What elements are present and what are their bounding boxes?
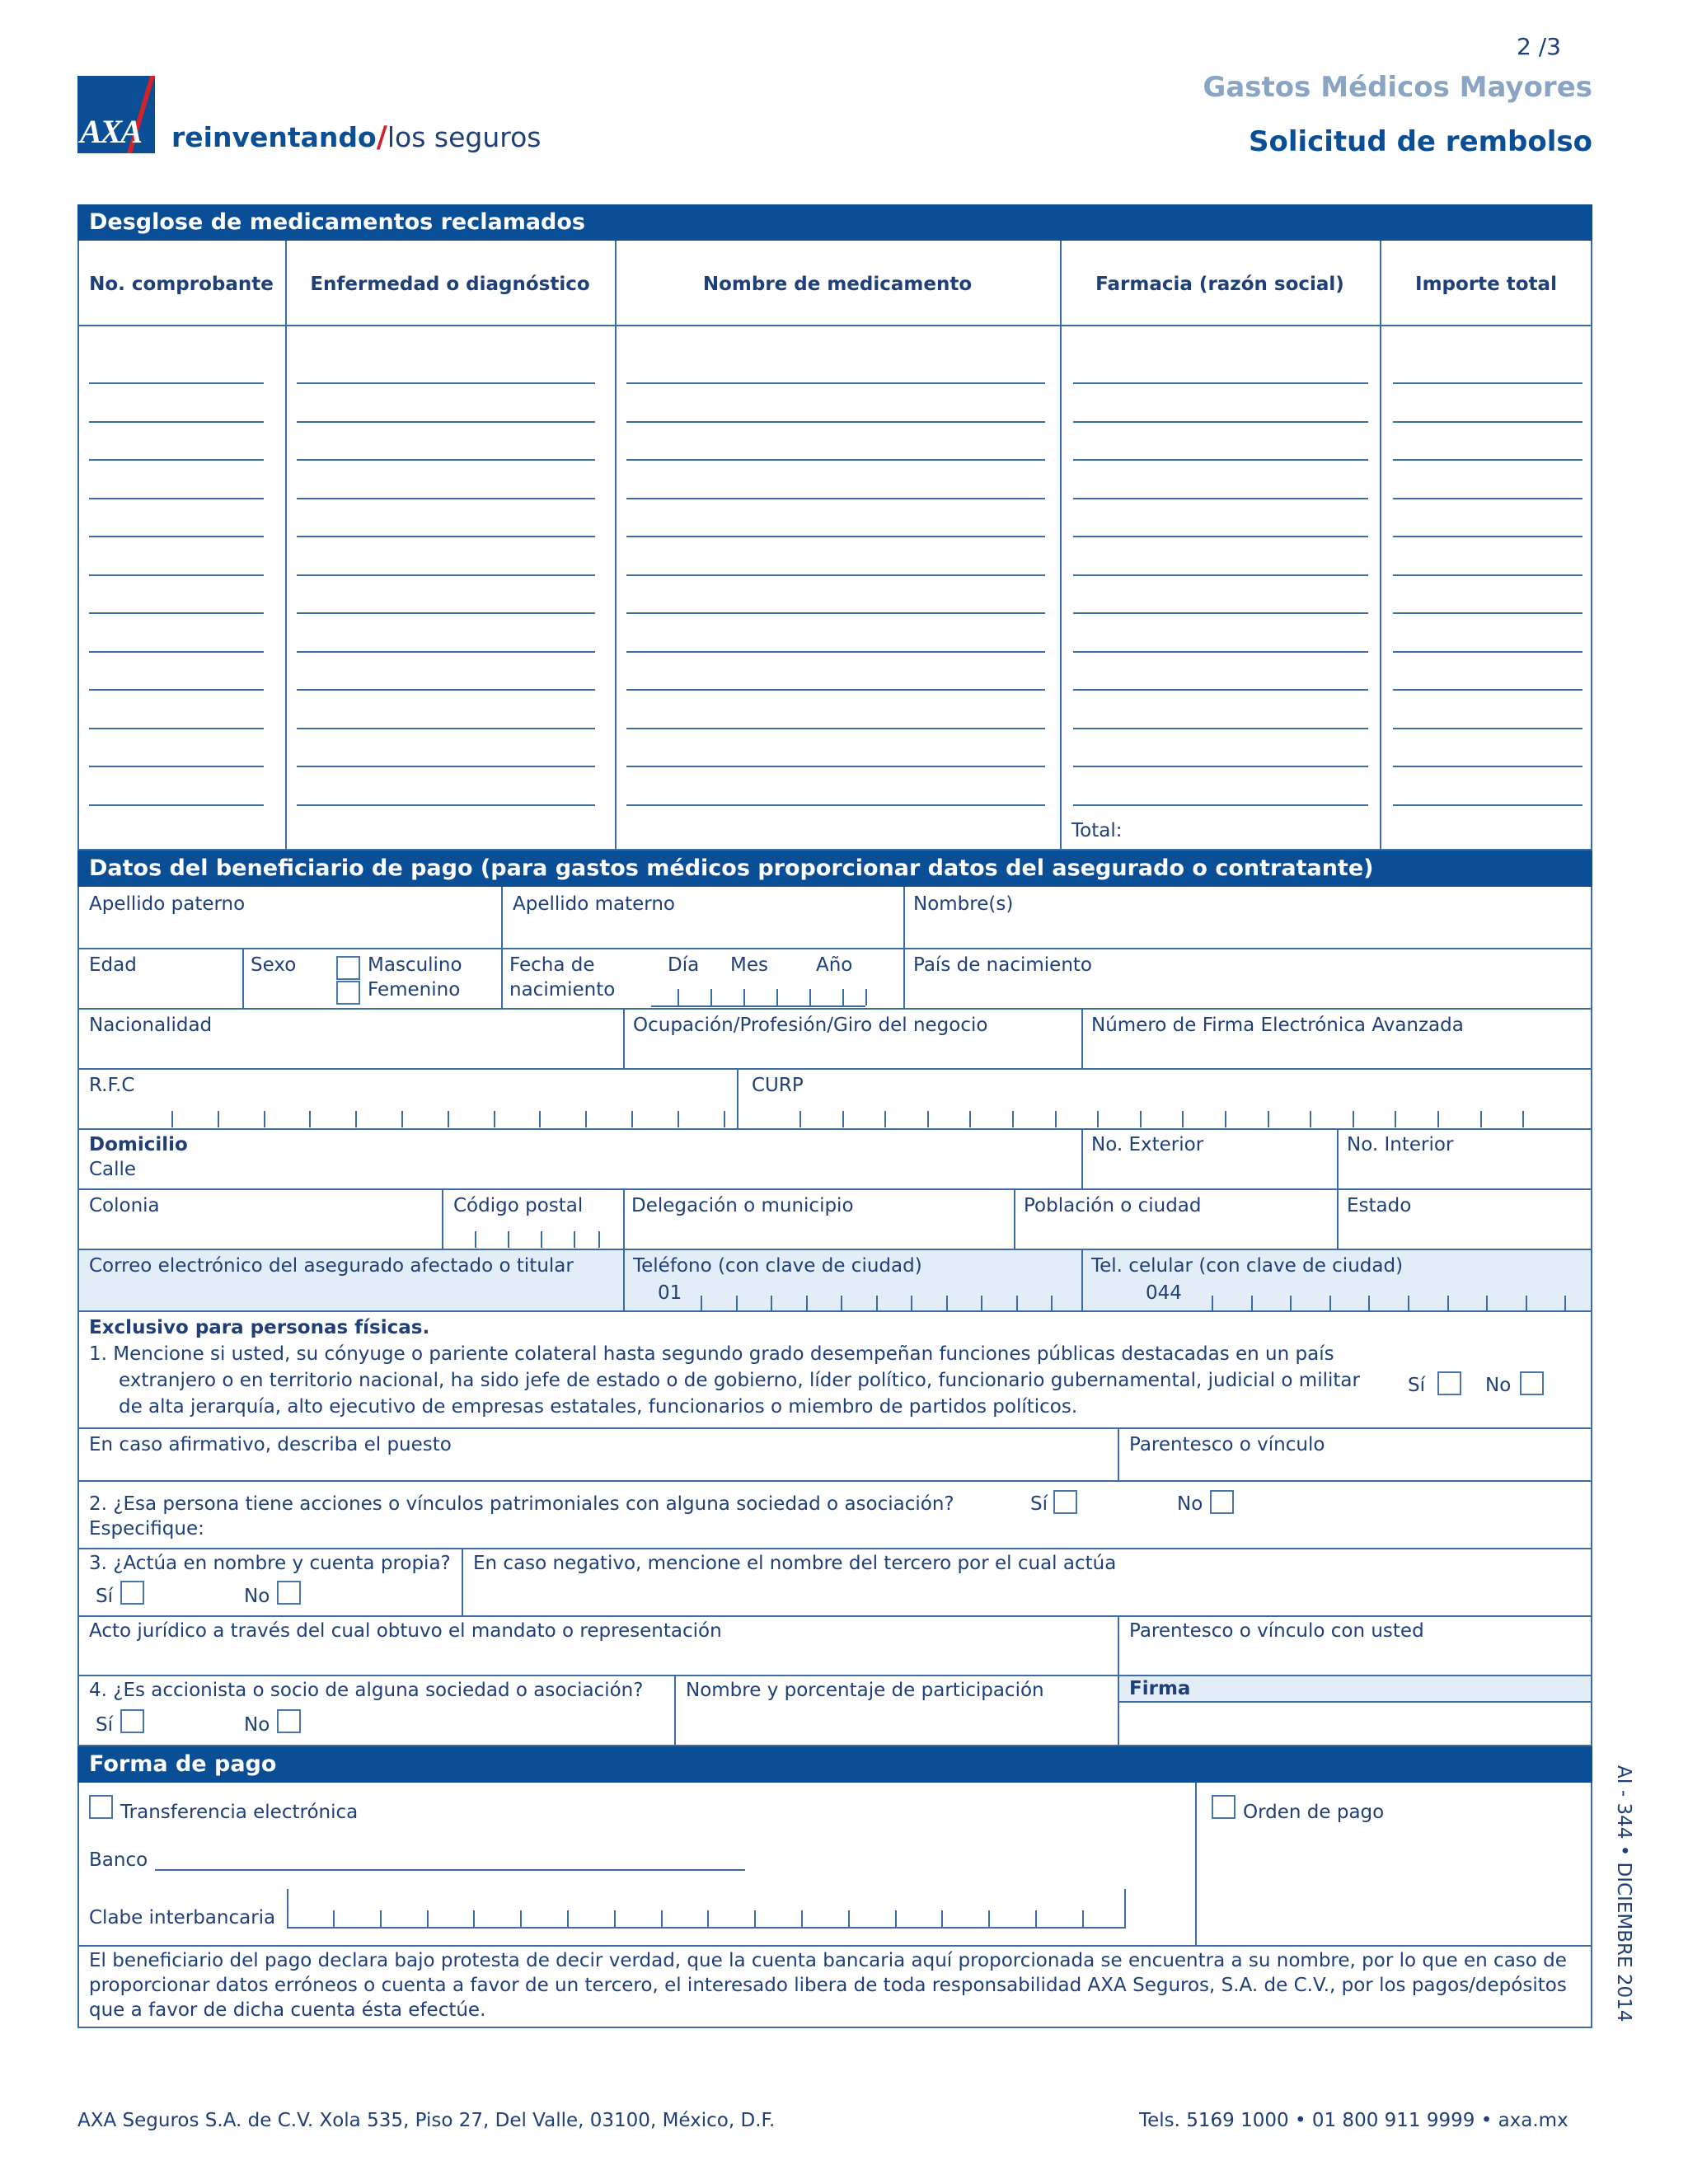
row-divider — [77, 1427, 1592, 1429]
medicamento-entry-line[interactable] — [626, 574, 1045, 576]
segment-tick — [941, 1910, 943, 1927]
nombre-porcentaje-field[interactable]: Nombre y porcentaje de participación — [686, 1680, 1044, 1701]
segment-tick — [539, 1111, 541, 1127]
segment-tick — [1480, 1111, 1482, 1127]
telefono-field[interactable] — [692, 1292, 1047, 1310]
clabe-label: Clabe interbancaria — [89, 1907, 276, 1929]
medicamento-entry-line[interactable] — [626, 651, 1045, 653]
segment-tick — [911, 1296, 912, 1312]
medicamento-entry-line[interactable] — [89, 804, 264, 806]
segment-tick — [448, 1111, 449, 1127]
segment-tick — [567, 1910, 569, 1927]
segment-tick — [895, 1910, 897, 1927]
form-title: Solicitud de rembolso — [1248, 125, 1592, 158]
medicamento-entry-line[interactable] — [1393, 421, 1582, 423]
table-header-divider — [77, 325, 1592, 326]
q1-line2: extranjero o en territorio nacional, ha sido jefe de estado o de gobierno, líder político, funcionario gubernamental, judicial o militar — [119, 1370, 1360, 1391]
segment-tick — [585, 1111, 587, 1127]
segment-tick — [1182, 1111, 1184, 1127]
segment-tick — [264, 1111, 265, 1127]
segment-tick — [841, 1296, 842, 1312]
medicamento-entry-line[interactable] — [1393, 459, 1582, 461]
q4-si-checkbox[interactable] — [120, 1709, 144, 1733]
segment-tick — [1353, 1111, 1354, 1127]
row-divider — [77, 1615, 1592, 1617]
q1-line3: de alta jerarquía, alto ejecutivo de empresas estatales, funcionarios o miembro de partidos políticos. — [119, 1396, 1078, 1418]
segment-tick — [1051, 1296, 1053, 1312]
no-interior-field[interactable]: No. Interior — [1347, 1134, 1454, 1155]
dia-label: Día — [668, 954, 700, 976]
q2-si-label: Sí — [1030, 1493, 1048, 1515]
medicamento-entry-line[interactable] — [1393, 612, 1582, 614]
medicamento-entry-line[interactable] — [1073, 574, 1368, 576]
sexo-label: Sexo — [251, 954, 297, 976]
mes-label: Mes — [730, 954, 768, 976]
q4-no-checkbox[interactable] — [277, 1709, 301, 1733]
medicamento-entry-line[interactable] — [1073, 689, 1368, 691]
segment-tick — [1268, 1111, 1269, 1127]
segment-tick — [842, 989, 844, 1005]
firma-label: Firma — [1129, 1678, 1191, 1699]
masculino-label: Masculino — [368, 954, 462, 976]
curp-label: CURP — [752, 1075, 804, 1096]
medicamento-entry-line[interactable] — [297, 574, 595, 576]
medicamento-entry-line[interactable] — [89, 612, 264, 614]
segment-tick — [771, 1296, 772, 1312]
segment-tick — [754, 1910, 756, 1927]
segment-tick — [969, 1111, 971, 1127]
table-col-divider — [615, 241, 617, 851]
medicamento-entry-line[interactable] — [1393, 536, 1582, 537]
medicamento-entry-line[interactable] — [297, 804, 595, 806]
segment-tick — [380, 1910, 382, 1927]
no-exterior-field[interactable]: No. Exterior — [1091, 1134, 1204, 1155]
medicamento-entry-line[interactable] — [1073, 766, 1368, 767]
row-divider — [77, 1548, 1592, 1549]
medicamento-entry-line[interactable] — [89, 651, 264, 653]
q3-si-checkbox[interactable] — [120, 1581, 144, 1605]
medicamento-entry-line[interactable] — [626, 766, 1045, 767]
q1-line1: 1. Mencione si usted, su cónyuge o pariente colateral hasta segundo grado desempeñan funciones públicas destacadas en un país — [89, 1343, 1334, 1365]
apellido-paterno-field[interactable]: Apellido paterno — [89, 893, 246, 915]
poblacion-field[interactable]: Población o ciudad — [1024, 1195, 1202, 1216]
q3-text: 3. ¿Actúa en nombre y cuenta propia? — [89, 1553, 451, 1574]
table-col-divider — [1380, 241, 1381, 851]
segment-tick — [508, 1231, 509, 1248]
segment-tick — [1564, 1296, 1566, 1312]
segment-tick — [927, 1111, 929, 1127]
col-header-medicamento: Nombre de medicamento — [702, 274, 973, 295]
medicamento-entry-line[interactable] — [1393, 766, 1582, 767]
page-number: 2 /3 — [1517, 33, 1561, 60]
segment-tick — [710, 989, 712, 1005]
calle-field[interactable]: Calle — [89, 1159, 137, 1180]
orden-pago-checkbox[interactable] — [1212, 1795, 1236, 1819]
medicamento-entry-line[interactable] — [297, 651, 595, 653]
segment-tick — [701, 1296, 702, 1312]
segment-tick — [1251, 1296, 1253, 1312]
table-col-divider — [285, 241, 287, 851]
fecha-nacimiento-field[interactable] — [651, 1005, 865, 1007]
segment-tick — [1310, 1111, 1311, 1127]
femenino-checkbox[interactable] — [336, 981, 360, 1005]
parentesco-field[interactable]: Parentesco o vínculo — [1129, 1434, 1325, 1455]
medicamento-entry-line[interactable] — [1393, 689, 1582, 691]
celular-field[interactable] — [1187, 1292, 1566, 1310]
section-beneficiario-title: Datos del beneficiario de pago (para gastos médicos proporcionar datos del asegurado o contratante) — [77, 851, 1592, 887]
medicamento-entry-line[interactable] — [297, 421, 595, 423]
col-header-importe: Importe total — [1415, 274, 1557, 295]
medicamento-entry-line[interactable] — [89, 421, 264, 423]
medicamento-entry-line[interactable] — [89, 382, 264, 384]
medicamento-entry-line[interactable] — [89, 536, 264, 537]
declaracion-line3: que a favor de dicha cuenta ésta efectúe. — [89, 1999, 486, 2021]
row-divider — [77, 1128, 1592, 1130]
firma-electronica-field[interactable]: Número de Firma Electrónica Avanzada — [1091, 1015, 1464, 1036]
edad-field[interactable]: Edad — [89, 954, 137, 976]
declaracion-line2: proporcionar datos erróneos o cuenta a favor de un tercero, el interesado libera de toda responsabilidad AXA Seguros, S.A. de C.V., por los pagos/depósitos — [89, 1975, 1567, 1996]
medicamento-entry-line[interactable] — [626, 536, 1045, 537]
medicamento-entry-line[interactable] — [1393, 574, 1582, 576]
medicamento-entry-line[interactable] — [297, 612, 595, 614]
fecha-nacimiento-label-2: nacimiento — [509, 979, 616, 1001]
segment-tick — [776, 989, 778, 1005]
row-divider — [77, 1068, 1592, 1070]
q3-no-label: No — [244, 1586, 270, 1607]
domicilio-label: Domicilio — [89, 1134, 188, 1155]
correo-field[interactable]: Correo electrónico del asegurado afectado o titular — [89, 1255, 574, 1277]
anio-label: Año — [816, 954, 853, 976]
segment-tick — [1290, 1296, 1292, 1312]
section-medicamentos-title: Desglose de medicamentos reclamados — [77, 204, 1592, 241]
segment-tick — [171, 1111, 173, 1127]
segment-tick — [1212, 1296, 1213, 1312]
segment-tick — [1329, 1296, 1331, 1312]
segment-tick — [1395, 1111, 1396, 1127]
table-col-divider — [1060, 241, 1062, 851]
q4-no-label: No — [244, 1714, 270, 1736]
medicamento-entry-line[interactable] — [297, 459, 595, 461]
medicamento-entry-line[interactable] — [1393, 382, 1582, 384]
medicamento-entry-line[interactable] — [89, 459, 264, 461]
segment-tick — [218, 1111, 219, 1127]
medicamento-entry-line[interactable] — [626, 459, 1045, 461]
q2-no-label: No — [1177, 1493, 1203, 1515]
segment-tick — [475, 1231, 476, 1248]
segment-tick — [661, 1910, 663, 1927]
segment-tick — [1437, 1111, 1439, 1127]
nacionalidad-field[interactable]: Nacionalidad — [89, 1015, 213, 1036]
telefono-label: Teléfono (con clave de ciudad) — [633, 1255, 922, 1277]
rfc-field[interactable] — [124, 1104, 701, 1127]
segment-tick — [806, 1296, 808, 1312]
segment-tick — [1447, 1296, 1449, 1312]
medicamento-entry-line[interactable] — [1393, 651, 1582, 653]
medicamento-entry-line[interactable] — [1393, 498, 1582, 499]
slogan-bold: reinventando — [171, 121, 377, 153]
axa-logo — [77, 76, 155, 153]
fecha-nacimiento-label: Fecha de — [509, 954, 595, 976]
medicamento-entry-line[interactable] — [626, 612, 1045, 614]
medicamento-entry-line[interactable] — [1073, 536, 1368, 537]
segment-tick — [707, 1910, 709, 1927]
segment-tick — [1486, 1296, 1488, 1312]
medicamento-entry-line[interactable] — [1073, 804, 1368, 806]
medicamento-entry-line[interactable] — [89, 498, 264, 499]
medicamento-entry-line[interactable] — [1073, 498, 1368, 499]
segment-tick — [309, 1111, 311, 1127]
caso-afirmativo-field[interactable]: En caso afirmativo, describa el puesto — [89, 1434, 452, 1455]
medicamento-entry-line[interactable] — [626, 804, 1045, 806]
estado-field[interactable]: Estado — [1347, 1195, 1412, 1216]
slogan — [171, 120, 541, 154]
segment-tick — [1035, 1910, 1037, 1927]
parentesco-usted-field[interactable]: Parentesco o vínculo con usted — [1129, 1620, 1424, 1642]
medicamento-entry-line[interactable] — [297, 536, 595, 537]
medicamento-entry-line[interactable] — [1073, 459, 1368, 461]
segment-tick — [1408, 1296, 1409, 1312]
segment-tick — [842, 1111, 844, 1127]
segment-tick — [1526, 1296, 1527, 1312]
q2-si-checkbox[interactable] — [1053, 1490, 1077, 1514]
curp-field[interactable] — [791, 1104, 1566, 1127]
row-divider — [77, 1188, 1592, 1190]
q1-si-checkbox[interactable] — [1437, 1371, 1461, 1395]
segment-tick — [724, 1111, 725, 1127]
segment-tick — [1368, 1296, 1370, 1312]
medicamento-entry-line[interactable] — [297, 382, 595, 384]
segment-tick — [427, 1910, 429, 1927]
form-code-vertical: AI - 344 • DICIEMBRE 2014 — [1613, 1765, 1634, 2022]
footer-phones: Tels. 5169 1000 • 01 800 911 9999 • axa.mx — [1139, 2110, 1568, 2131]
q4-text: 4. ¿Es accionista o socio de alguna sociedad o asociación? — [89, 1680, 644, 1701]
total-label: Total: — [1071, 820, 1123, 841]
codigo-postal-label: Código postal — [453, 1195, 584, 1216]
row-divider — [77, 1480, 1592, 1482]
segment-tick — [333, 1910, 335, 1927]
rfc-label: R.F.C — [89, 1075, 135, 1096]
medicamento-entry-line[interactable] — [1073, 728, 1368, 729]
col-header-comprobante: No. comprobante — [89, 274, 274, 295]
segment-tick — [848, 1910, 850, 1927]
ocupacion-field[interactable]: Ocupación/Profesión/Giro del negocio — [633, 1015, 988, 1036]
celular-prefix: 044 — [1146, 1282, 1182, 1304]
segment-tick — [1140, 1111, 1142, 1127]
segment-tick — [981, 1296, 982, 1312]
medicamento-entry-line[interactable] — [1073, 612, 1368, 614]
q2-no-checkbox[interactable] — [1210, 1490, 1234, 1514]
segment-tick — [520, 1910, 522, 1927]
q3-no-checkbox[interactable] — [277, 1581, 301, 1605]
segment-tick — [614, 1910, 616, 1927]
axa-logo-text: AXA — [80, 113, 142, 150]
transferencia-checkbox[interactable] — [89, 1795, 113, 1819]
segment-tick — [799, 1111, 801, 1127]
masculino-checkbox[interactable] — [336, 956, 360, 980]
femenino-label: Femenino — [368, 979, 461, 1001]
medicamento-entry-line[interactable] — [626, 689, 1045, 691]
segment-tick — [678, 989, 679, 1005]
slogan-light: los seguros — [387, 121, 542, 153]
col-header-farmacia: Farmacia (razón social) — [1095, 274, 1344, 295]
transferencia-label: Transferencia electrónica — [120, 1802, 359, 1823]
medicamento-entry-line[interactable] — [626, 498, 1045, 499]
segment-tick — [736, 1296, 738, 1312]
medicamento-entry-line[interactable] — [297, 498, 595, 499]
medicamento-entry-line[interactable] — [1073, 421, 1368, 423]
acto-juridico-field[interactable]: Acto jurídico a través del cual obtuvo el mandato o representación — [89, 1620, 722, 1642]
segment-tick — [541, 1231, 542, 1248]
segment-tick — [598, 1231, 600, 1248]
medicamento-entry-line[interactable] — [297, 689, 595, 691]
segment-tick — [355, 1111, 357, 1127]
clabe-field[interactable] — [287, 1887, 1126, 1929]
segment-tick — [809, 989, 811, 1005]
col-header-diagnostico: Enfermedad o diagnóstico — [310, 274, 590, 295]
q3-si-label: Sí — [96, 1586, 113, 1607]
row-divider — [77, 948, 1592, 949]
delegacion-field[interactable]: Delegación o municipio — [631, 1195, 854, 1216]
segment-tick — [631, 1111, 633, 1127]
segment-tick — [1055, 1111, 1057, 1127]
segment-tick — [1097, 1111, 1099, 1127]
nombres-field[interactable]: Nombre(s) — [913, 893, 1014, 915]
segment-tick — [865, 989, 867, 1005]
segment-tick — [1012, 1111, 1014, 1127]
segment-tick — [1225, 1111, 1226, 1127]
segment-tick — [988, 1910, 990, 1927]
q1-si-label: Sí — [1408, 1375, 1425, 1396]
medicamento-entry-line[interactable] — [297, 728, 595, 729]
segment-tick — [494, 1111, 495, 1127]
q4-si-label: Sí — [96, 1714, 113, 1736]
medicamento-entry-line[interactable] — [1073, 651, 1368, 653]
segment-tick — [801, 1910, 803, 1927]
segment-tick — [876, 1296, 878, 1312]
medicamento-entry-line[interactable] — [89, 689, 264, 691]
orden-pago-label: Orden de pago — [1243, 1802, 1385, 1823]
apellido-materno-field[interactable]: Apellido materno — [513, 893, 676, 915]
firma-field[interactable] — [1119, 1703, 1591, 1746]
medicamento-entry-line[interactable] — [297, 766, 595, 767]
medicamento-entry-line[interactable] — [1393, 804, 1582, 806]
medicamento-entry-line[interactable] — [626, 421, 1045, 423]
segment-tick — [1016, 1296, 1018, 1312]
medicamento-entry-line[interactable] — [89, 728, 264, 729]
q1-no-checkbox[interactable] — [1520, 1371, 1544, 1395]
medicamento-entry-line[interactable] — [626, 728, 1045, 729]
pais-nacimiento-field[interactable]: País de nacimiento — [913, 954, 1092, 976]
banco-field[interactable] — [155, 1869, 745, 1871]
segment-tick — [401, 1111, 403, 1127]
footer-address: AXA Seguros S.A. de C.V. Xola 535, Piso 27, Del Valle, 03100, México, D.F. — [77, 2110, 776, 2131]
telefono-prefix: 01 — [658, 1282, 682, 1304]
celular-label: Tel. celular (con clave de ciudad) — [1091, 1255, 1404, 1277]
medicamento-entry-line[interactable] — [89, 766, 264, 767]
segment-tick — [574, 1231, 575, 1248]
segment-tick — [884, 1111, 886, 1127]
slogan-slash: / — [376, 120, 387, 154]
segment-tick — [1522, 1111, 1524, 1127]
codigo-postal-field[interactable] — [470, 1226, 602, 1246]
row-divider — [77, 1008, 1592, 1010]
especifique-field[interactable]: Especifique: — [89, 1518, 204, 1540]
medicamento-entry-line[interactable] — [1073, 382, 1368, 384]
medicamentos-table — [77, 241, 1592, 851]
q1-no-label: No — [1485, 1375, 1512, 1396]
medicamento-entry-line[interactable] — [626, 382, 1045, 384]
colonia-field[interactable]: Colonia — [89, 1195, 160, 1216]
section-forma-pago-title: Forma de pago — [77, 1746, 1592, 1783]
exclusivo-label: Exclusivo para personas físicas. — [89, 1317, 430, 1338]
medicamento-entry-line[interactable] — [89, 574, 264, 576]
segment-tick — [678, 1111, 679, 1127]
declaracion-line1: El beneficiario del pago declara bajo protesta de decir verdad, que la cuenta bancaria aquí proporcionada se encuentra a su nombre, por lo que en caso de — [89, 1950, 1567, 1971]
product-name: Gastos Médicos Mayores — [1203, 71, 1592, 104]
banco-label: Banco — [89, 1849, 148, 1871]
segment-tick — [473, 1910, 475, 1927]
medicamento-entry-line[interactable] — [1393, 728, 1582, 729]
caso-negativo-field[interactable]: En caso negativo, mencione el nombre del tercero por el cual actúa — [473, 1553, 1117, 1574]
segment-tick — [743, 989, 745, 1005]
row-divider — [77, 1945, 1592, 1947]
segment-tick — [946, 1296, 948, 1312]
segment-tick — [1082, 1910, 1084, 1927]
q2-text: 2. ¿Esa persona tiene acciones o vínculos patrimoniales con alguna sociedad o asociación? — [89, 1493, 954, 1515]
